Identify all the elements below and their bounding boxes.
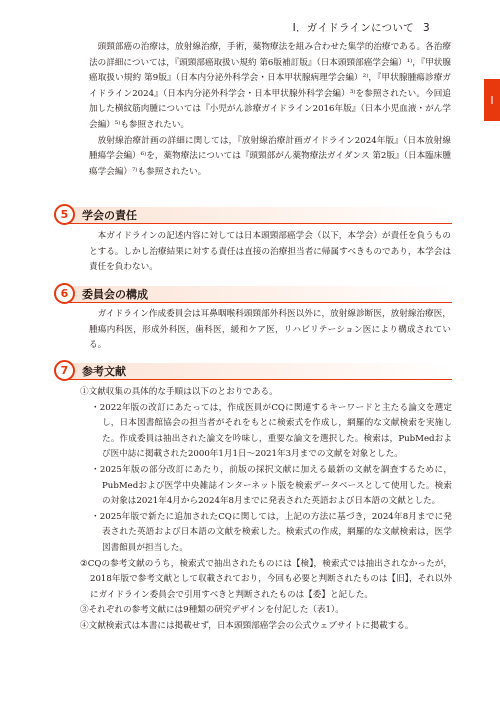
list-item: ③それぞれの参考文献には9種類の研究デザインを付記した（表1）。 — [80, 605, 344, 616]
intro-text — [89, 40, 451, 180]
section-heading — [54, 204, 452, 226]
section-heading — [54, 283, 452, 305]
section-number-badge: 5 — [54, 204, 75, 225]
list-item: ②CQの参考文献のうち，検索式で抽出されたものには【検】，検索式では抽出されなかったが，2018年版で参考文献として収載されており，今回も必要と判断されたものは【旧】，それ以外にガイドライン委員会で引用すべきと判断されたものは【委】と記した。 — [80, 558, 452, 600]
section-paragraph: 本ガイドラインの記述内容に対しては日本頭頸部癌学会（以下，本学会）が責任を負うものとする。しかし治療結果に対する責任は直接の治療担当者に帰属すべきものであり，本学会は責任を負わない。 — [89, 231, 451, 273]
list-item: ①文献収集の具体的な手順は以下のとおりである。 — [80, 387, 278, 397]
section-title: 委員会の構成 — [82, 288, 148, 301]
list-item: ・2025年版で新たに追加されたCQに関しては，上記の方法に基づき，2024年8月までに発表された英語および日本語の文献を検索した。検索式の作成，網羅的な文献検索は，医学図書館員が担当した。 — [91, 511, 452, 553]
section-number-badge: 7 — [54, 360, 75, 381]
list-item: ・2022年版の改訂にあたっては，作成医員がCQに関連するキーワードと主たる論文を選定し，日本図書館協会の担当者がそれをもとに検索式を作成し，網羅的な文献検索を実施した。作成委員は抽出された論文を吟味し，重要な論文を選択した。検索は，PubMedおよび医中誌に掲載された2000年1月1日～2021年3月までの文献を対象とした。 — [91, 402, 452, 460]
list-item: ・2025年版の部分改訂にあたり，前版の採択文献に加える最新の文献を調査するために，PubMedおよび医学中央雑誌インターネット版を検索データベースとして使用した。検索の対象は2021年4月から2024年8月までに発表された英語および日本語の文献とした。 — [91, 464, 452, 507]
section-heading — [54, 360, 452, 382]
section-title: 学会の責任 — [82, 209, 137, 222]
section-body — [89, 307, 451, 354]
intro-paragraph: 頭頸部癌の治療は，放射線治療，手術，薬物療法を組み合わせた集学的治療である。各治療法の詳細については，『頭頸部癌取扱い規約 第6版補訂版』（日本頭頸部癌学会編）¹⁾，『甲状腺癌取扱い規約 第9版』（日本内分泌外科学会・日本甲状腺病理学会編）²⁾，『甲状腺腫瘍診療ガイドライン2024』（日本内分泌外科学会・日本甲状腺外科学会編）³⁾を参照されたい。今回追加した横紋筋肉腫については『小児がん診療ガイドライン2016年版』（日本小児血液・がん学会編）⁵⁾も参照されたい。 — [89, 42, 451, 130]
section-title: 参考文献 — [82, 365, 126, 378]
chapter-tab: I — [484, 79, 500, 121]
list-item: ④文献検索式は本書には掲載せず，日本頭頸部癌学会の公式ウェブサイトに掲載する。 — [80, 620, 414, 631]
section-paragraph: ガイドライン作成委員会は耳鼻咽喉科頭頸部外科医以外に，放射線診断医，放射線治療医，腫瘍内科医，形成外科医，歯科医，緩和ケア医，リハビリテーション医により構成されている。 — [89, 309, 451, 351]
running-header — [293, 20, 430, 35]
page-number: 3 — [423, 22, 430, 34]
reference-list — [80, 385, 452, 635]
section-number-badge: 6 — [54, 283, 75, 304]
chapter-label: I．ガイドラインについて — [292, 22, 415, 34]
intro-paragraph: 放射線治療計画の詳細に関しては，『放射線治療計画ガイドライン2024年版』（日本放射線腫瘍学会編）⁶⁾を，薬物療法については『頭頸部がん薬物療法ガイダンス 第2版』（日本臨床腫瘍学会編）⁷⁾も参照されたい。 — [89, 135, 451, 177]
section-body — [89, 229, 451, 276]
